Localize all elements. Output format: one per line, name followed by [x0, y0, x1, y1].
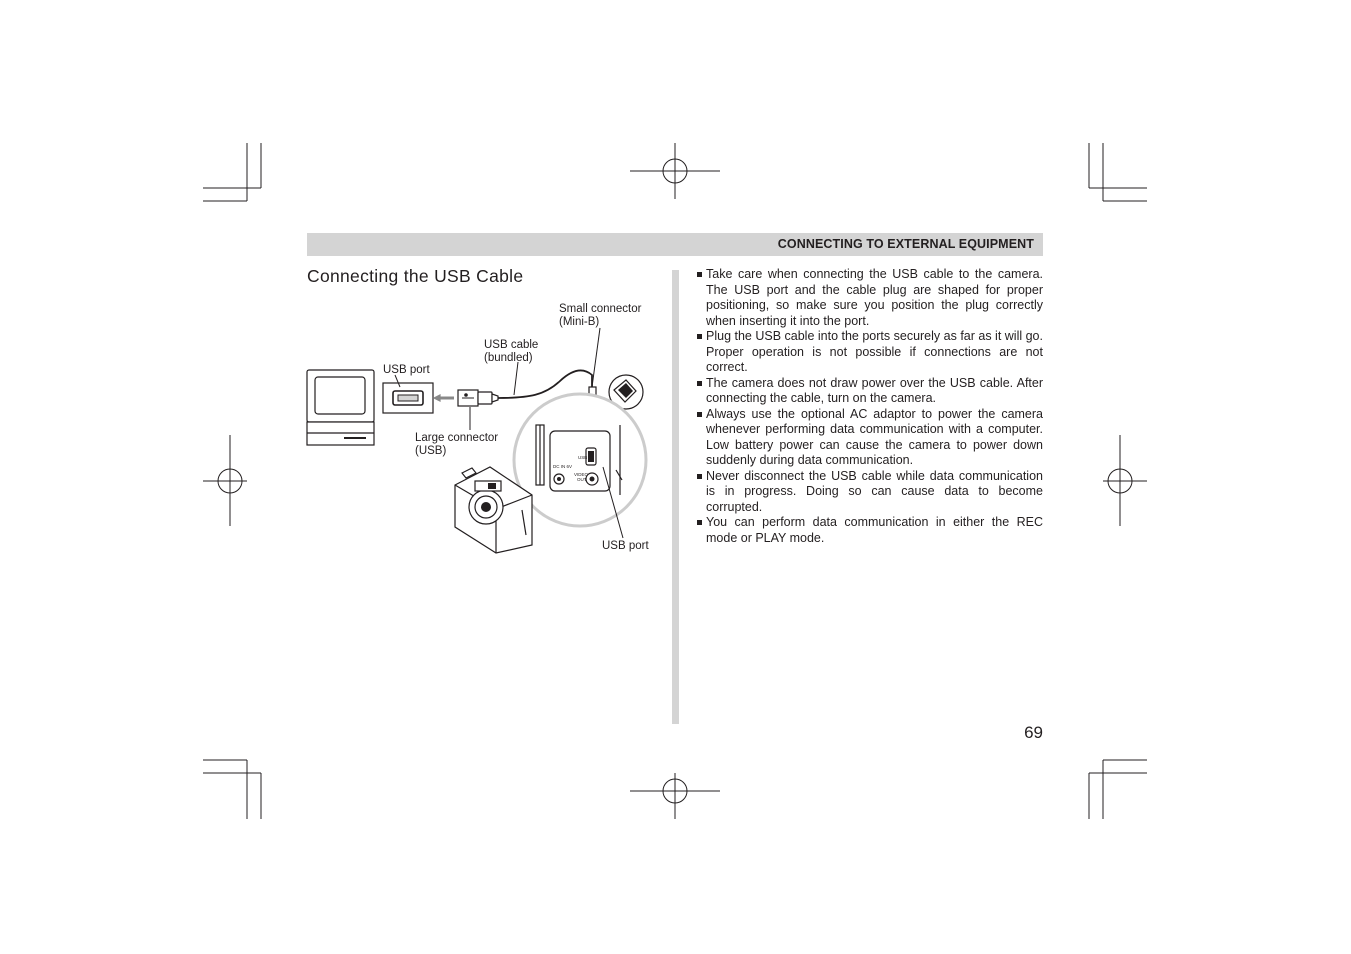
bullet-icon — [697, 474, 702, 479]
camera-panel-magnifier — [514, 394, 646, 526]
panel-port-out: OUT — [577, 477, 587, 482]
notes-list — [697, 267, 1043, 546]
section-title: Connecting the USB Cable — [307, 266, 524, 286]
header-title: CONNECTING TO EXTERNAL EQUIPMENT — [777, 237, 1034, 251]
bullet-icon — [697, 381, 702, 386]
usb-connection-diagram — [300, 295, 670, 570]
header-bar — [307, 233, 1043, 256]
note-item: You can perform data communication in either the REC mode or PLAY mode. — [697, 515, 1043, 546]
computer-icon — [307, 370, 374, 445]
panel-port-usb: USB — [578, 455, 588, 460]
note-item: Plug the USB cable into the ports securely as far as it will go. Proper operation is not possible if connections are not correct. — [697, 329, 1043, 376]
note-item: The camera does not draw power over the USB cable. After connecting the cable, turn on the camera. — [697, 376, 1043, 407]
panel-port-video: VIDEO — [574, 472, 589, 477]
note-item: Take care when connecting the USB cable to the camera. The USB port and the cable plug are shaped for proper positioning, so make sure you position the plug correctly when inserting it into the port. — [697, 267, 1043, 329]
label-usb-cable: USB cable (bundled) — [484, 339, 539, 364]
note-item: Never disconnect the USB cable while data communication is in progress. Doing so can cause data to become corrupted. — [697, 469, 1043, 516]
note-item: Always use the optional AC adaptor to power the camera whenever performing data communication with a computer. Low battery power can cause the camera to power down suddenly during data communication. — [697, 407, 1043, 469]
diagram-illustration — [300, 295, 670, 565]
bullet-icon — [697, 272, 702, 277]
large-usb-plug-icon — [458, 390, 498, 406]
computer-usb-port-icon — [383, 383, 433, 413]
label-usb-port-computer: USB port — [383, 364, 430, 376]
column-divider — [672, 270, 679, 724]
bullet-icon — [697, 520, 702, 525]
label-usb-port-camera: USB port — [602, 540, 649, 552]
label-large-connector: Large connector (USB) — [415, 432, 499, 457]
label-small-connector: Small connector (Mini-B) — [559, 303, 642, 328]
bullet-icon — [697, 412, 702, 417]
bullet-icon — [697, 334, 702, 339]
page-number: 69 — [1024, 723, 1043, 742]
panel-port-dcin: DC IN 6V — [553, 464, 573, 469]
